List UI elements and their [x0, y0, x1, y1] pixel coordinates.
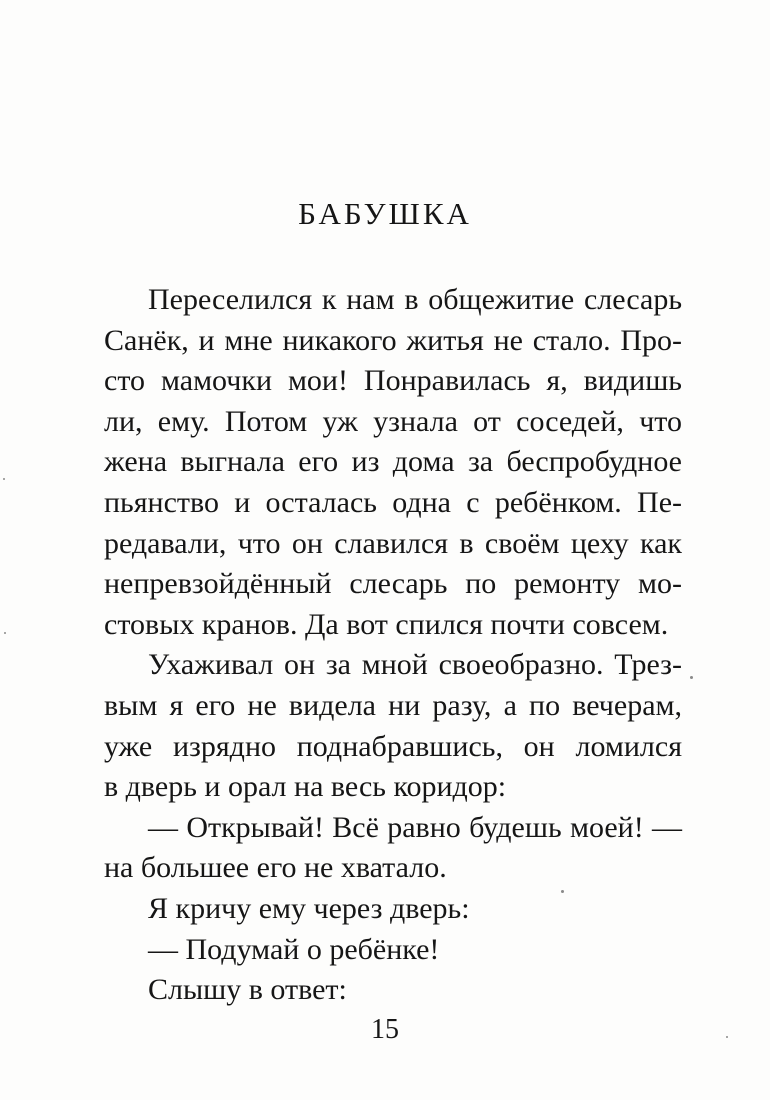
scan-speck — [726, 1036, 728, 1038]
text-body — [104, 280, 682, 1011]
paragraph-3-line-2: на большее его не хватало. — [104, 851, 447, 885]
paragraph-1-line-6: пьянство и осталась одна с ребёнком. Пе- — [104, 485, 682, 519]
paragraph-1-line-4: ли, ему. Потом уж узнала от соседей, что — [104, 404, 682, 438]
page-number: 15 — [371, 1014, 399, 1045]
scan-speck — [561, 890, 564, 893]
paragraph-1-line-8: непревзойдённый слесарь по ремонту мо- — [104, 567, 682, 601]
paragraph-5-line-1: — Подумай о ребёнке! — [148, 932, 440, 966]
paragraph-2-line-2: вым я его не видела ни разу, а по вечерам, — [104, 688, 682, 722]
paragraph-2-line-3: уже изрядно поднабравшись, он ломился — [104, 729, 682, 763]
paragraph-3-line-1: — Открывай! Всё равно будешь моей! — — [148, 810, 682, 844]
paragraph-1-line-5: жена выгнала его из дома за беспробудное — [104, 445, 682, 479]
paragraph-1-line-7: редавали, что он славился в своём цеху как — [104, 526, 682, 560]
paragraph-2-line-1: Ухаживал он за мной своеобразно. Трез- — [148, 648, 682, 682]
paragraph-1-line-9: стовых кранов. Да вот спился почти совсем. — [104, 607, 669, 641]
scan-speck — [3, 478, 5, 480]
paragraph-6-line-1: Слышу в ответ: — [148, 973, 347, 1007]
scan-speck — [690, 676, 693, 679]
paragraph-1-line-2: Санёк, и мне никакого житья не стало. Про- — [104, 323, 682, 357]
paragraph-1-line-1: Переселился к нам в общежитие слесарь — [148, 283, 682, 316]
paragraph-4-line-1: Я кричу ему через дверь: — [148, 891, 470, 925]
paragraph-1-line-3: сто мамочки мои! Понравилась я, видишь — [104, 364, 682, 398]
scan-speck — [4, 632, 6, 634]
chapter-title: БАБУШКА — [298, 196, 472, 231]
paragraph-2-line-4: в дверь и орал на весь коридор: — [104, 770, 507, 804]
